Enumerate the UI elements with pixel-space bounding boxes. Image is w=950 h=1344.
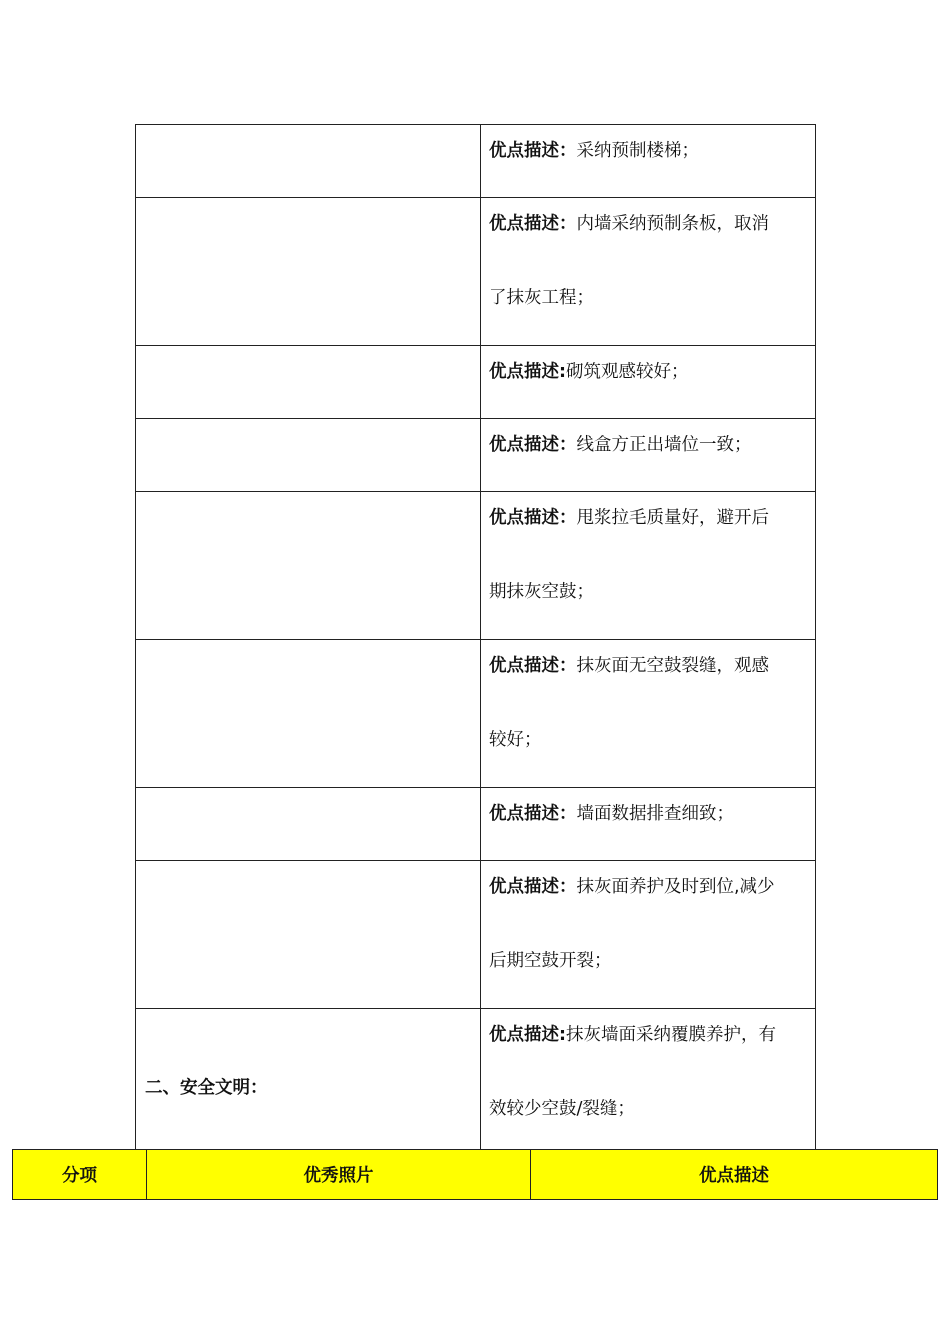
header-col-photo: 优秀照片 <box>147 1150 531 1200</box>
description-text: 内墙采纳预制条板，取消 <box>576 214 769 234</box>
description-label: 优点描述： <box>489 508 577 528</box>
header-col-category: 分项 <box>13 1150 147 1200</box>
description-cell <box>481 1009 816 1157</box>
table-row <box>136 640 816 788</box>
description-text: 抹灰面无空鼓裂缝，观感 <box>576 656 769 676</box>
safety-header-table <box>12 1149 938 1200</box>
table-row <box>136 861 816 1009</box>
description-label: 优点描述： <box>489 214 577 234</box>
description-label: 优点描述: <box>489 362 566 382</box>
description-text: 抹灰墙面采纳覆膜养护，有 <box>566 1025 776 1045</box>
section-title: 二、安全文明： <box>145 1078 268 1098</box>
description-cell <box>481 492 816 640</box>
photo-cell <box>136 492 481 640</box>
table-row <box>136 346 816 419</box>
description-cell <box>481 640 816 788</box>
photo-cell <box>136 346 481 419</box>
description-text-continued: 后期空鼓开裂； <box>489 951 612 971</box>
quality-table <box>135 124 816 1157</box>
photo-cell <box>136 788 481 861</box>
table-row <box>136 198 816 346</box>
photo-cell <box>136 198 481 346</box>
photo-cell <box>136 419 481 492</box>
description-label: 优点描述： <box>489 656 577 676</box>
description-cell <box>481 125 816 198</box>
header-col-description: 优点描述 <box>531 1150 938 1200</box>
description-cell <box>481 346 816 419</box>
description-text: 墙面数据排查细致； <box>576 804 734 824</box>
photo-cell <box>136 125 481 198</box>
header-row <box>13 1150 938 1200</box>
description-text: 甩浆拉毛质量好，避开后 <box>576 508 769 528</box>
description-cell <box>481 198 816 346</box>
description-label: 优点描述： <box>489 435 577 455</box>
description-text-continued: 较好； <box>489 730 542 750</box>
description-text-continued: 效较少空鼓/裂缝； <box>489 1099 635 1119</box>
description-label: 优点描述： <box>489 877 577 897</box>
description-text: 线盒方正出墙位一致； <box>576 435 752 455</box>
table-row <box>136 788 816 861</box>
description-cell <box>481 419 816 492</box>
table-row <box>136 492 816 640</box>
photo-cell <box>136 861 481 1009</box>
table-row <box>136 125 816 198</box>
description-text: 抹灰面养护及时到位,减少 <box>576 877 775 897</box>
description-label: 优点描述: <box>489 1025 566 1045</box>
description-label: 优点描述： <box>489 804 577 824</box>
table-row <box>136 419 816 492</box>
description-text-continued: 了抹灰工程； <box>489 288 594 308</box>
description-label: 优点描述： <box>489 141 577 161</box>
description-text: 采纳预制楼梯； <box>576 141 699 161</box>
description-text: 砌筑观感较好； <box>566 362 689 382</box>
description-cell <box>481 788 816 861</box>
description-cell <box>481 861 816 1009</box>
description-text-continued: 期抹灰空鼓； <box>489 582 594 602</box>
photo-cell <box>136 640 481 788</box>
